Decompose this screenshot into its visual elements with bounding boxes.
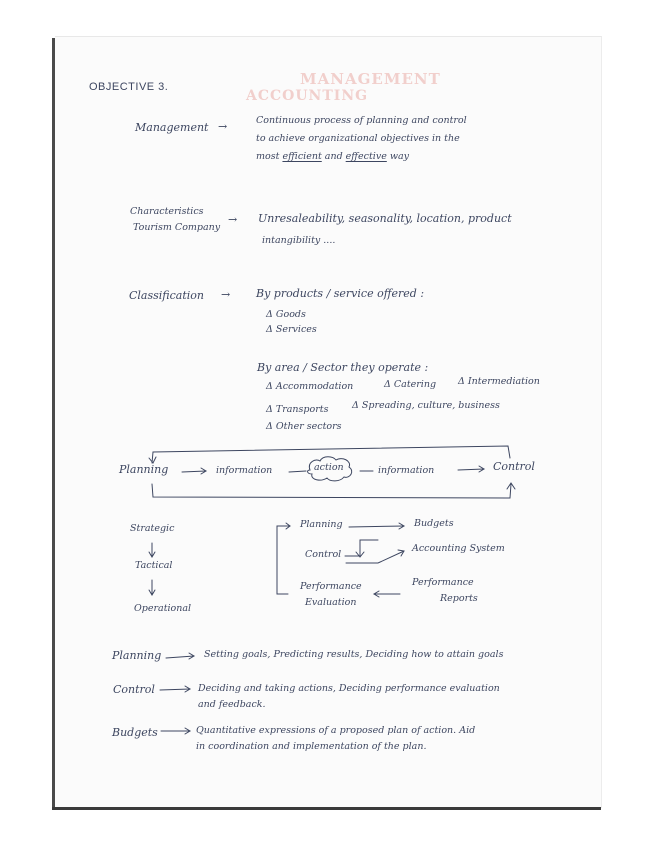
flow-performance-evaluation-2: Evaluation	[305, 597, 357, 608]
page-heading: OBJECTIVE 3.	[89, 81, 169, 93]
control-link	[345, 540, 378, 556]
cycle-control: Control	[493, 460, 535, 473]
definition-control-text-2: and feedback.	[198, 699, 266, 710]
flow-accounting-system: Accounting System	[412, 543, 505, 554]
definition-planning-term: Planning	[112, 649, 162, 662]
management-term: Management	[135, 121, 209, 134]
arrow-icon: →	[221, 288, 231, 301]
cycle-information-1: information	[216, 465, 273, 476]
level-tactical: Tactical	[135, 560, 173, 571]
definition-budgets-text-1: Quantitative expressions of a proposed plan of action. Aid	[196, 725, 476, 736]
product-goods: Δ Goods	[266, 309, 306, 320]
bleed-through-title: MANAGEMENT	[300, 70, 441, 88]
arrow-icon	[166, 656, 194, 658]
management-line-1: Continuous process of planning and control	[256, 115, 467, 126]
management-line-3: most efficient and effective way	[256, 151, 409, 162]
definition-control-text-1: Deciding and taking actions, Deciding performance evaluation	[198, 683, 500, 694]
area-spreading: Δ Spreading, culture, business	[352, 400, 500, 411]
flow-budgets: Budgets	[414, 518, 454, 529]
flow-bracket	[277, 526, 290, 594]
definition-budgets-term: Budgets	[112, 726, 158, 739]
characteristics-term: Characteristics	[130, 206, 204, 217]
flow-performance-reports: Performance	[412, 577, 474, 588]
area-catering: Δ Catering	[384, 379, 437, 390]
area-transports: Δ Transports	[266, 404, 329, 415]
arrow-icon	[458, 469, 484, 470]
action-cloud	[308, 457, 352, 481]
by-area-label: By area / Sector they operate :	[257, 361, 429, 374]
definition-control-term: Control	[113, 683, 155, 696]
characteristics-line-1: Unresaleability, seasonality, location, product	[258, 212, 512, 225]
cycle-action: action	[314, 462, 344, 473]
cycle-information-2: information	[378, 465, 435, 476]
arrow-icon	[160, 689, 190, 690]
efficient-underlined: efficient	[282, 151, 322, 162]
definition-planning-text: Setting goals, Predicting results, Deciding how to attain goals	[204, 649, 504, 660]
classification-term: Classification	[129, 289, 205, 302]
dash-line	[289, 471, 306, 472]
management-line-2: to achieve organizational objectives in the	[256, 133, 460, 144]
cycle-bracket-bottom	[152, 484, 511, 498]
area-other-sectors: Δ Other sectors	[266, 421, 342, 432]
level-strategic: Strategic	[130, 523, 175, 534]
flow-performance-evaluation: Performance	[300, 581, 362, 592]
arrow-icon: →	[228, 213, 238, 226]
product-services: Δ Services	[266, 324, 317, 335]
cycle-bracket-top	[152, 446, 510, 463]
flow-control: Control	[305, 549, 342, 560]
area-intermediation: Δ Intermediation	[458, 376, 540, 387]
level-operational: Operational	[134, 603, 192, 614]
flow-planning: Planning	[300, 519, 343, 530]
definition-budgets-text-2: in coordination and implementation of the plan.	[196, 741, 427, 752]
arrow-icon: →	[218, 120, 228, 133]
flow-performance-reports-2: Reports	[440, 593, 478, 604]
cycle-planning: Planning	[119, 463, 169, 476]
characteristics-line-2: intangibility ....	[262, 235, 336, 246]
effective-underlined: effective	[345, 151, 387, 162]
arrow-icon	[182, 471, 206, 472]
characteristics-term-sub: Tourism Company	[133, 222, 221, 233]
by-products-label: By products / service offered :	[256, 287, 425, 300]
bleed-through-subtitle: ACCOUNTING	[246, 88, 369, 104]
area-accommodation: Δ Accommodation	[266, 381, 354, 392]
